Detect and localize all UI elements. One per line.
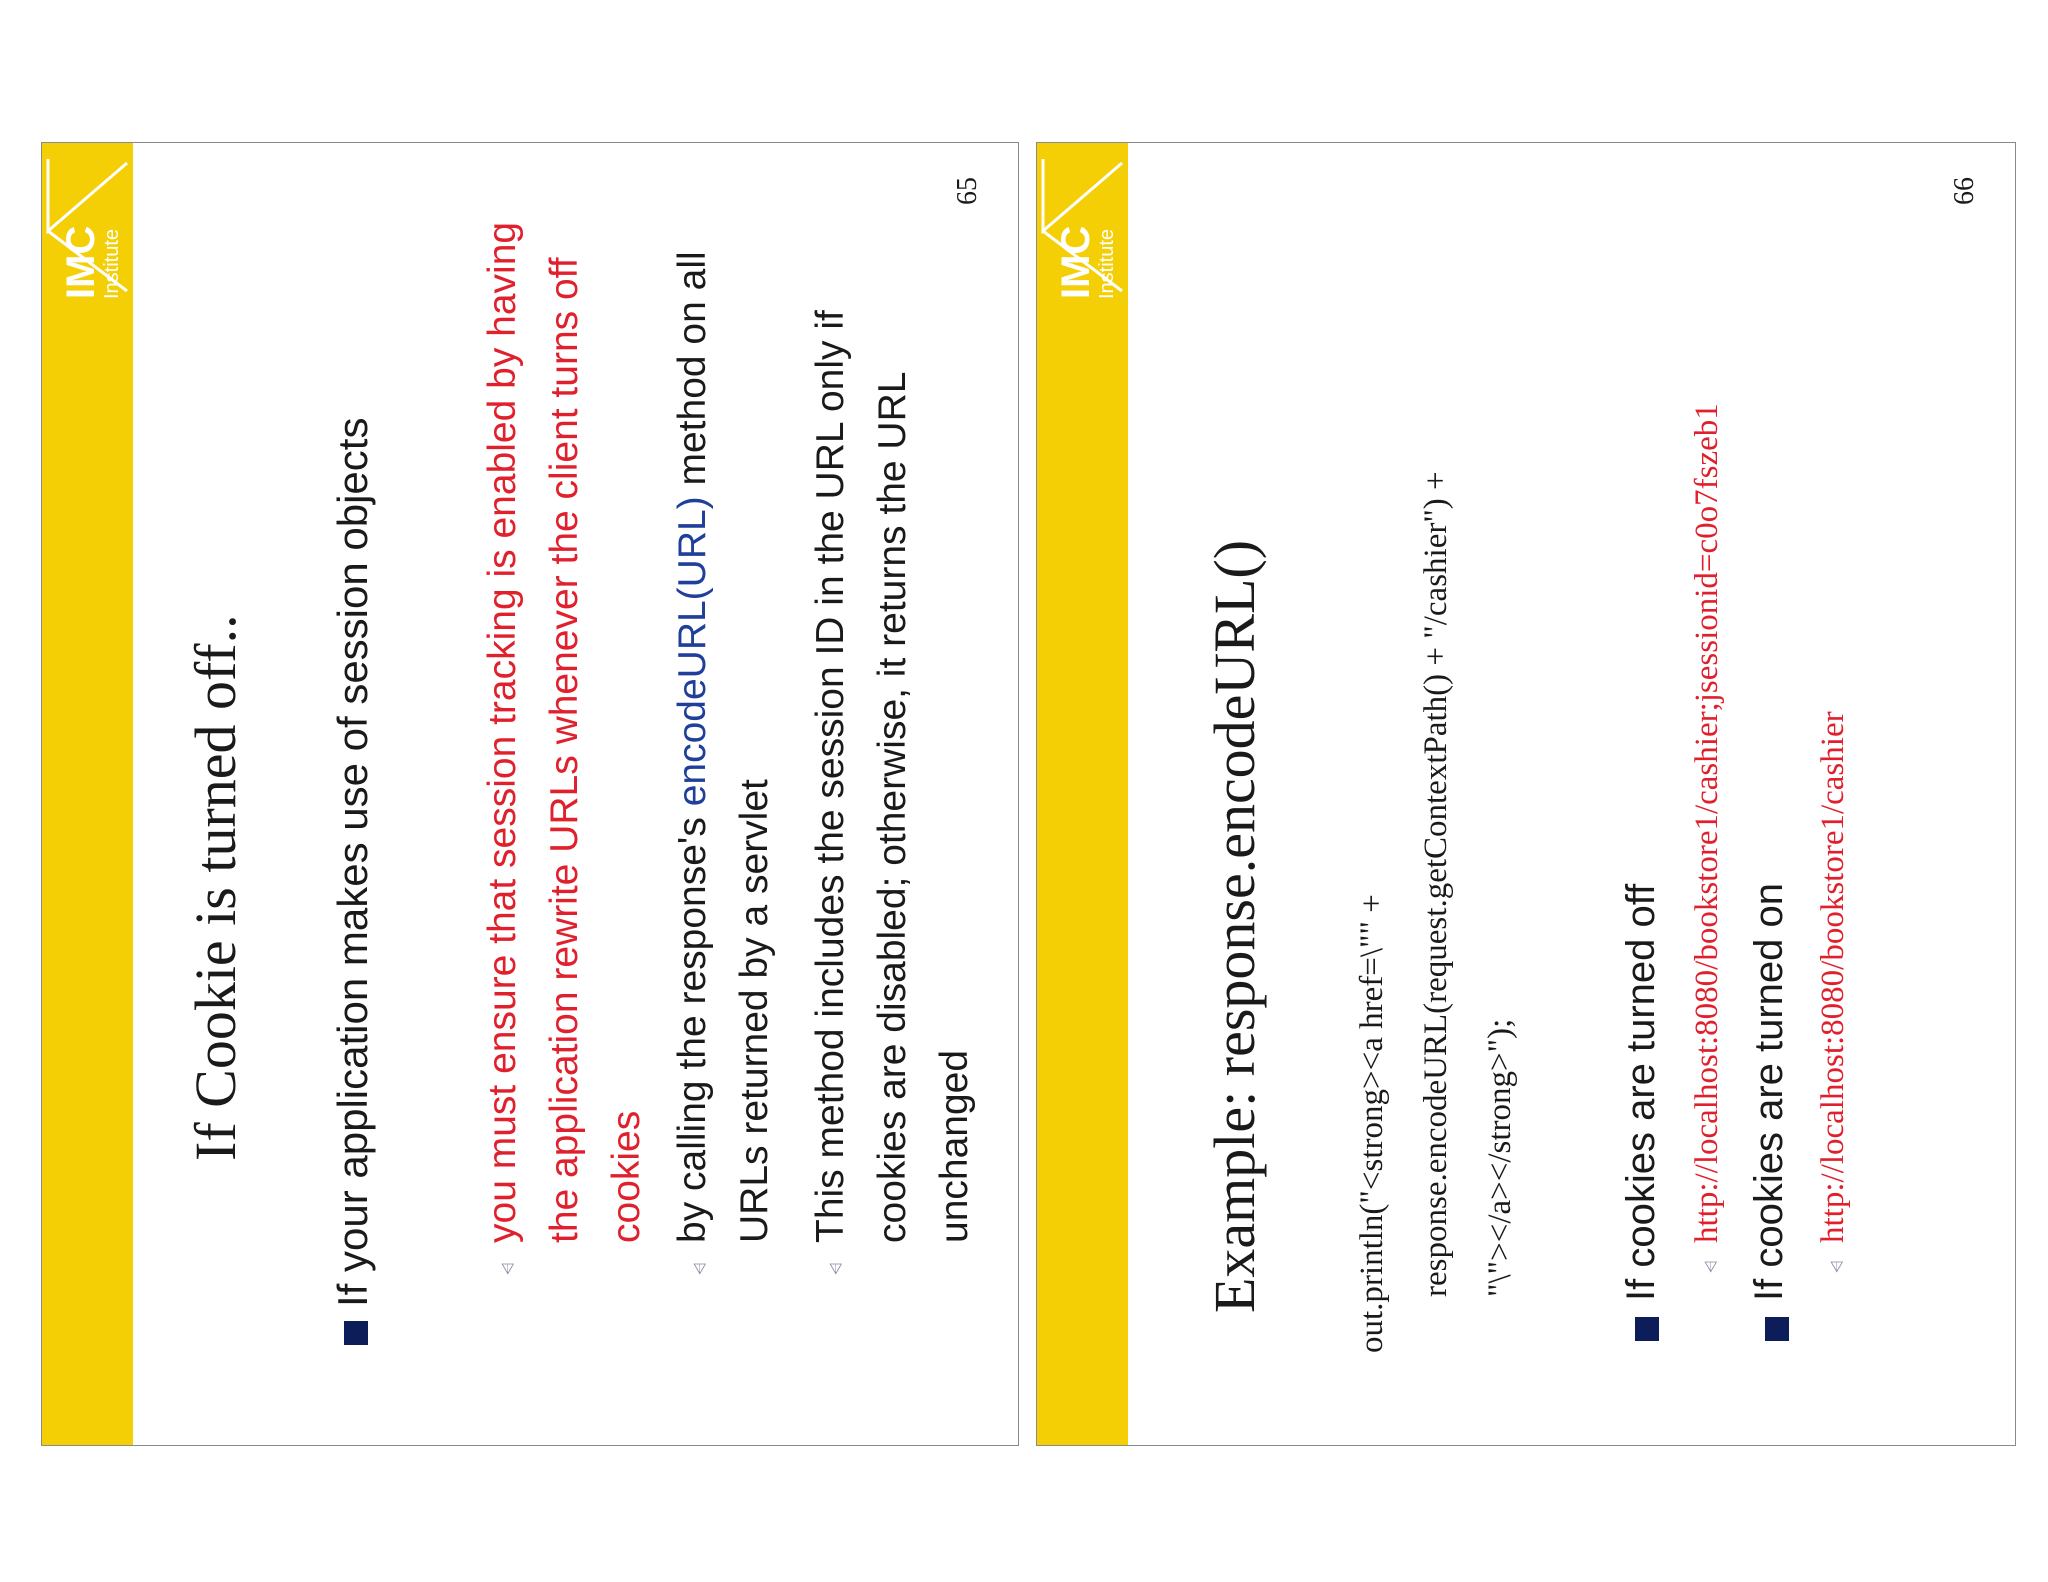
slide-66-content: [1037, 143, 2016, 1446]
page-number: 65: [952, 177, 983, 205]
sub-bullet-1: you must ensure that session tracking is enabled by having the application rewrite URLs whenever the client turns off cookies: [481, 221, 648, 1243]
code-line-1: out.println("<strong><a href=\"" +: [1354, 894, 1390, 1353]
sub-bullet-2: [662, 193, 786, 1243]
logo-sub: Institute: [101, 228, 123, 299]
bullet-square-icon: [1635, 1317, 1659, 1341]
slide-66: [1036, 142, 2016, 1446]
logo-sub: Institute: [1096, 228, 1118, 299]
code-line-3: "\"></a></strong>");: [1482, 1018, 1518, 1297]
sub-bullet-2-prefix: by calling the response's: [671, 806, 714, 1243]
bullet-square-icon: [344, 1321, 368, 1345]
bullet-square-icon: [1765, 1317, 1789, 1341]
encode-url-link: encodeURL(URL): [671, 496, 714, 807]
slide-title: If Cookie is turned off..: [183, 614, 248, 1161]
url-cookies-on: http://localhost:8080/bookstore1/cashier: [1815, 711, 1851, 1243]
sub-bullet-2-suffix: method on all URLs returned by a servlet: [671, 251, 776, 1243]
sub-bullet-arrow-icon: ⩤: [498, 1262, 517, 1275]
sub-bullet-3: This method includes the session ID in the URL only if cookies are disabled; otherwise, it returns the URL unchanged: [809, 310, 976, 1243]
slide-65: [41, 142, 1019, 1446]
slide-title: Example: response.encodeURL(): [1202, 539, 1267, 1313]
code-line-2: response.encodeURL(request.getContextPath() + "/cashier") +: [1418, 471, 1454, 1297]
logo-brand: IMC: [59, 225, 103, 299]
url-cookies-off: http://localhost:8080/bookstore1/cashier;jsessionid=c0o7fszeb1: [1689, 403, 1725, 1243]
sub-bullet-arrow-icon: ⩤: [1701, 1260, 1720, 1273]
page-number: 66: [1949, 177, 1980, 205]
sub-bullet-arrow-icon: ⩤: [690, 1262, 709, 1275]
bullet-cookies-off: If cookies are turned off: [1619, 883, 1663, 1301]
slide-65-content: [42, 143, 1019, 1446]
sub-bullet-arrow-icon: ⩤: [1827, 1260, 1846, 1273]
bullet-text: If your application makes use of session objects: [329, 417, 376, 1307]
bullet-cookies-on: If cookies are turned on: [1747, 882, 1791, 1301]
sub-bullet-arrow-icon: ⩤: [826, 1262, 845, 1275]
logo-brand: IMC: [1054, 225, 1098, 299]
